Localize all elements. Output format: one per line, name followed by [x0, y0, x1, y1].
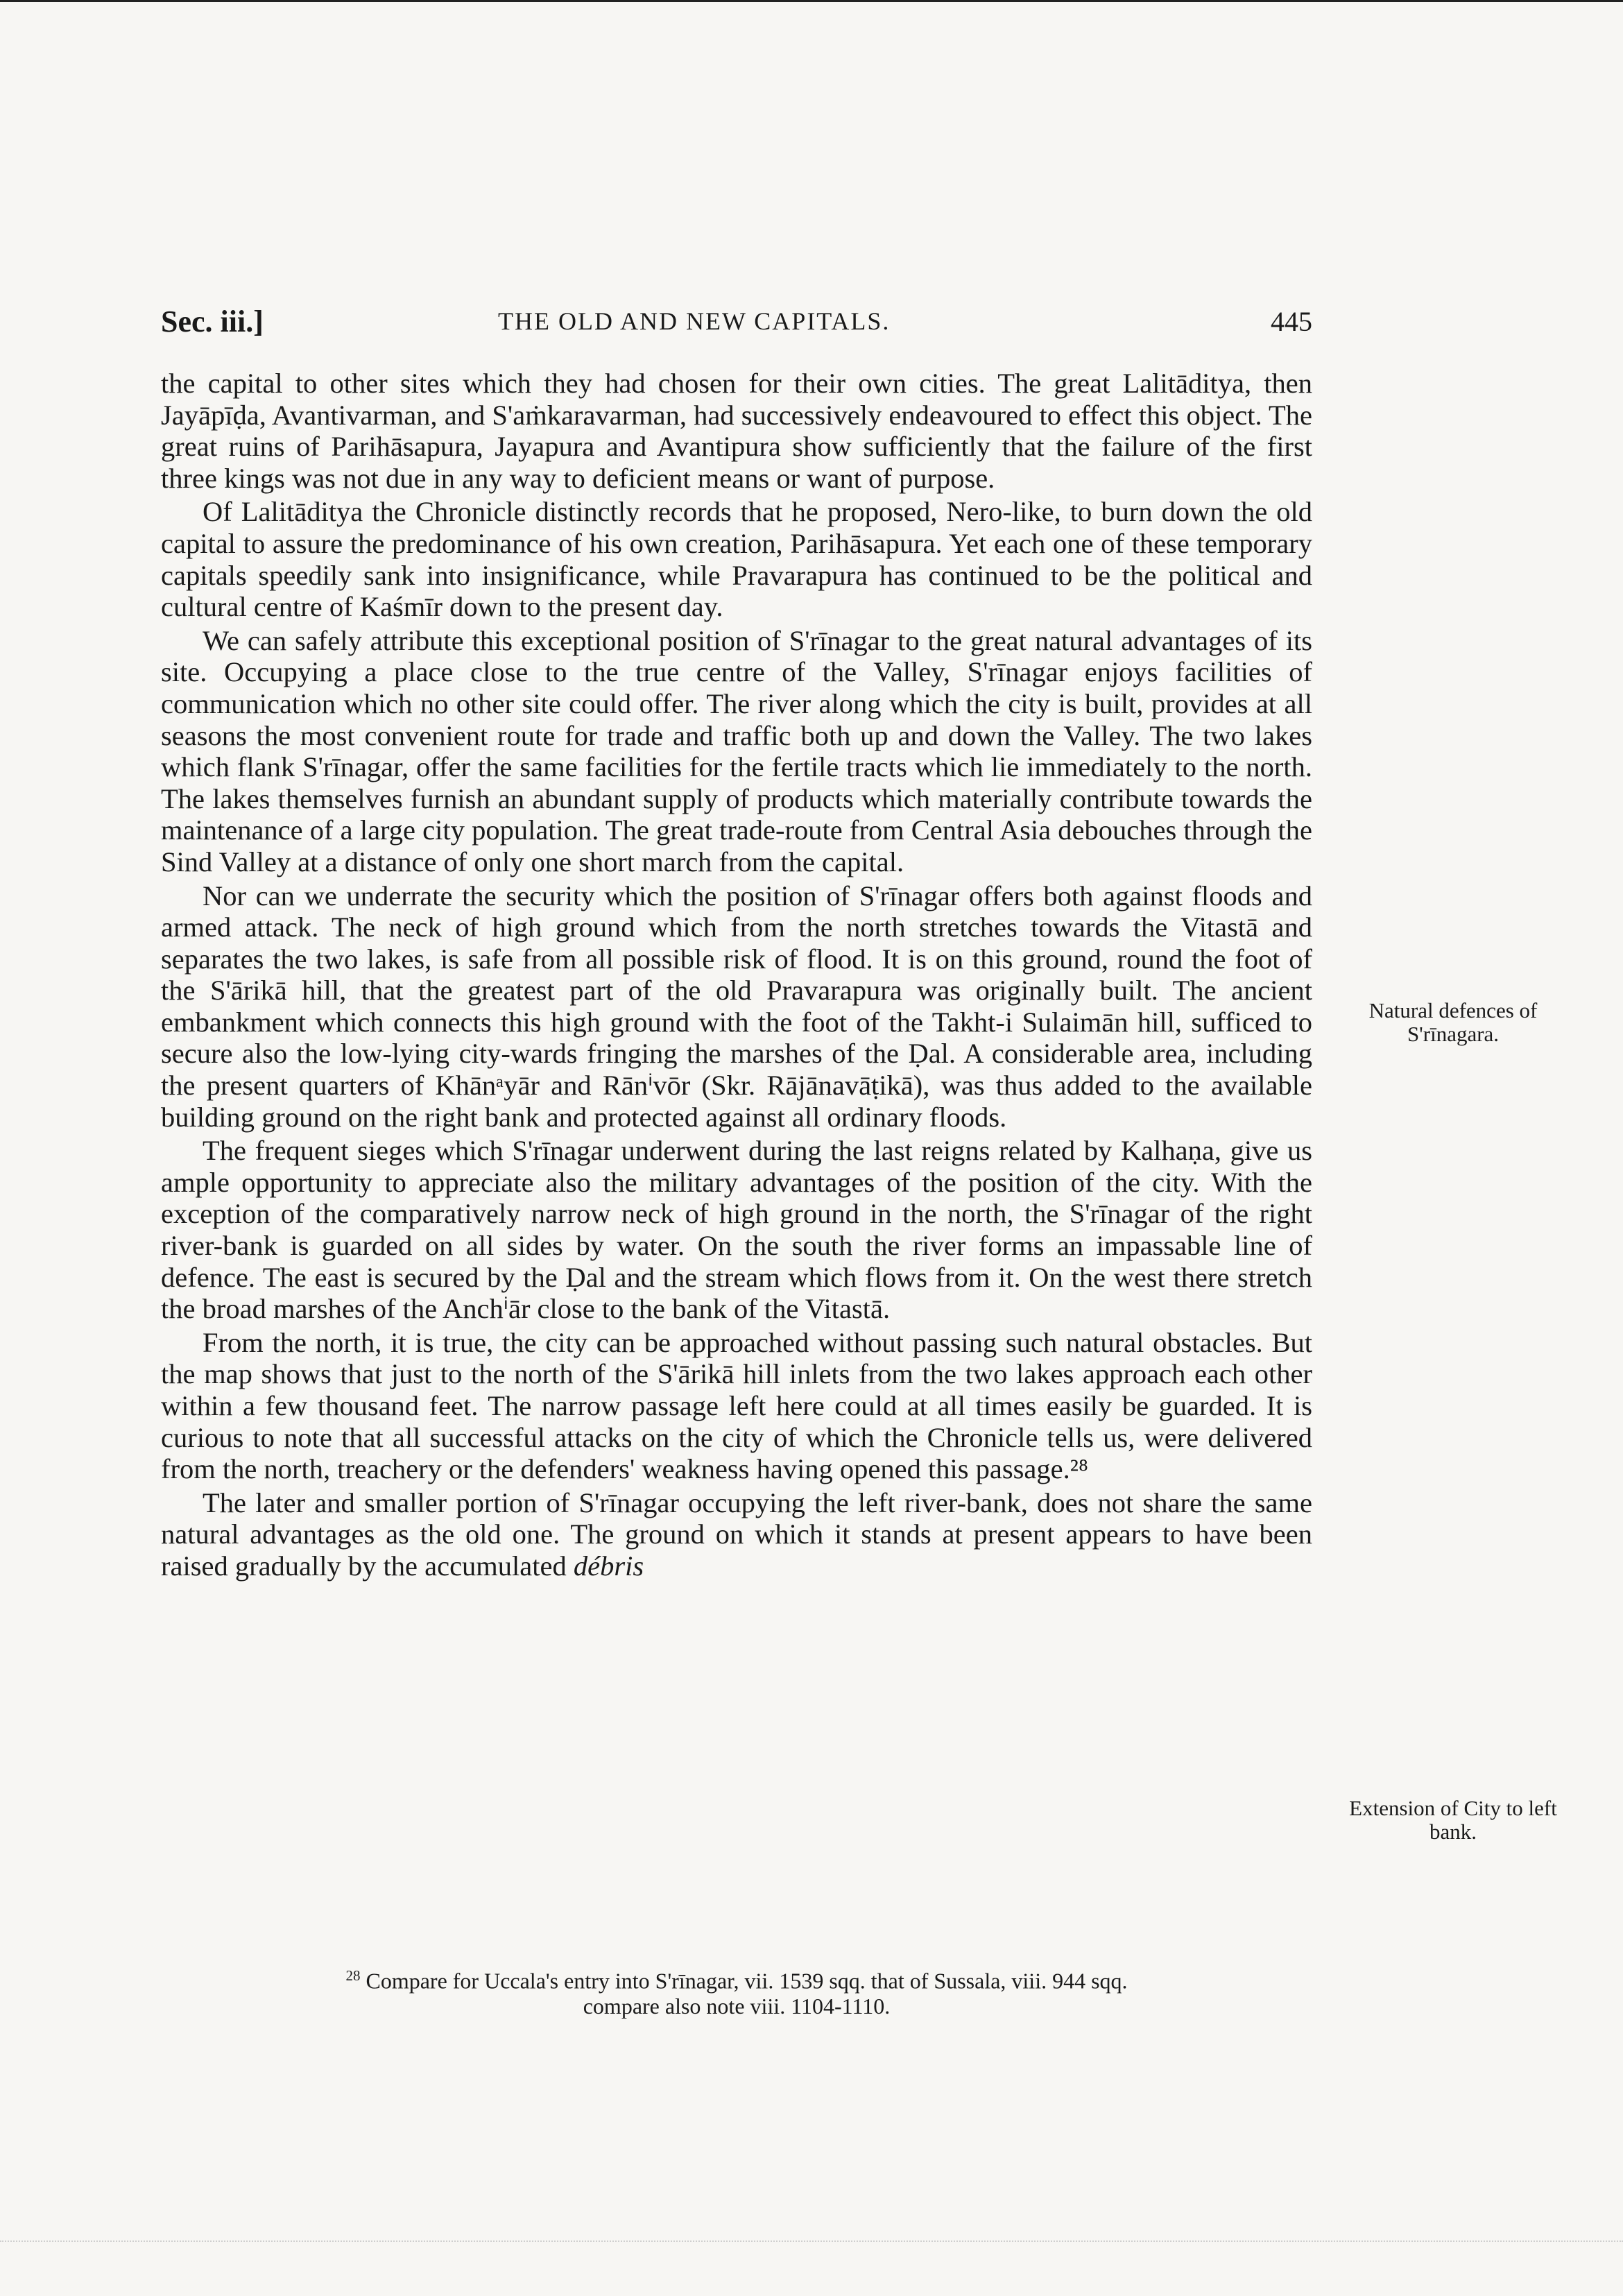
footnote-line-1 — [161, 1963, 1312, 1994]
paragraph-security: Nor can we underrate the security which the position of S'rīnagar offers both against floods and armed attack. The neck of high ground which from the north stretches towards the Vitastā and separates the two lakes, is safe from all possible risk of flood. It is on this ground, round the foot of the S'ārikā hill, that the greatest part of the old Pravarapura was originally built. The ancient embankment which connects this high ground with the foot of the Takht-i Sulaimān hill, sufficed to secure also the low-lying city-wards fringing the marshes of the Ḍal. A considerable area, including the present quarters of Khānᵃyār and Rānⁱvōr (Skr. Rājānavāṭikā), was thus added to the available building ground on the right bank and protected against all ordinary floods. — [161, 880, 1312, 1133]
paragraph-continued: the capital to other sites which they had chosen for their own cities. The great Lalitāditya, then Jayāpīḍa, Avantivarman, and S'aṁkaravarman, had successively endeavoured to effect this object. The great ruins of Parihāsapura, Jayapura and Avantipura show sufficiently that the failure of the first three kings was not due in any way to deficient means or want of purpose. — [161, 368, 1312, 494]
footnote — [161, 1963, 1312, 2019]
footnote-marker: 28 — [345, 1967, 361, 1984]
scan-noise-line — [0, 2241, 1623, 2242]
side-note-natural-defences: Natural defences of S'rīnagara. — [1368, 998, 1538, 1046]
paragraph-left-bank — [161, 1487, 1312, 1582]
running-title: THE OLD AND NEW CAPITALS. — [498, 307, 891, 335]
running-header — [161, 304, 1312, 343]
footnote-line-2: compare also note viii. 1104-1110. — [583, 1993, 891, 2019]
page-number: 445 — [1271, 306, 1312, 337]
paragraph-north-approach: From the north, it is true, the city can be approached without passing such natural obstacles. But the map shows that just to the north of the S'ārikā hill inlets from the two lakes approach each other within a few thousand feet. The narrow passage left here could at all times easily be guarded. It is curious to note that all successful attacks on the city of which the Chronicle tells us, were delivered from the north, treachery or the defenders' weakness having opened this passage.²⁸ — [161, 1326, 1312, 1485]
side-note-extension-of-city: Extension of City to left bank. — [1349, 1796, 1557, 1844]
paragraph-lalitaditya: Of Lalitāditya the Chronicle distinctly records that he proposed, Nero-like, to burn down the old capital to assure the predominance of his own creation, Parihāsapura. Yet each one of these temporary capitals speedily sank into insignificance, while Pravarapura has continued to be the political and cultural centre of Kaśmīr down to the present day. — [161, 496, 1312, 623]
main-text — [161, 368, 1312, 1584]
section-label: Sec. iii.] — [161, 305, 264, 339]
paragraph-left-bank-text: The later and smaller portion of S'rīnagar occupying the left river-bank, does not share the same natural advantages as the old one. The ground on which it stands at present appears to have been raised gradually by the accumulated — [161, 1487, 1312, 1582]
footnote-text-1: Compare for Uccala's entry into S'rīnagar, vii. 1539 sqq. that of Sussala, viii. 944 sqq. — [366, 1968, 1128, 1994]
italic-word: débris — [573, 1550, 644, 1582]
paragraph-natural-advantages: We can safely attribute this exceptional position of S'rīnagar to the great natural advantages of its site. Occupying a place close to the true centre of the Valley, S'rīnagar enjoys facilities of communication which no other site could offer. The river along which the city is built, provides at all seasons the most convenient route for trade and traffic both up and down the Valley. The two lakes which flank S'rīnagar, offer the same facilities for the fertile tracts which lie immediately to the north. The lakes themselves furnish an abundant supply of products which materially contribute towards the maintenance of a large city population. The great trade-route from Central Asia debouches through the Sind Valley at a distance of only one short march from the capital. — [161, 624, 1312, 877]
paragraph-sieges: The frequent sieges which S'rīnagar underwent during the last reigns related by Kalhaṇa, give us ample opportunity to appreciate also the military advantages of the position of the city. With the exception of the comparatively narrow neck of high ground in the north, the S'rīnagar of the right river-bank is guarded on all sides by water. On the south the river forms an impassable line of defence. The east is secured by the Ḍal and the stream which flows from it. On the west there stretch the broad marshes of the Anchⁱār close to the bank of the Vitastā. — [161, 1135, 1312, 1325]
